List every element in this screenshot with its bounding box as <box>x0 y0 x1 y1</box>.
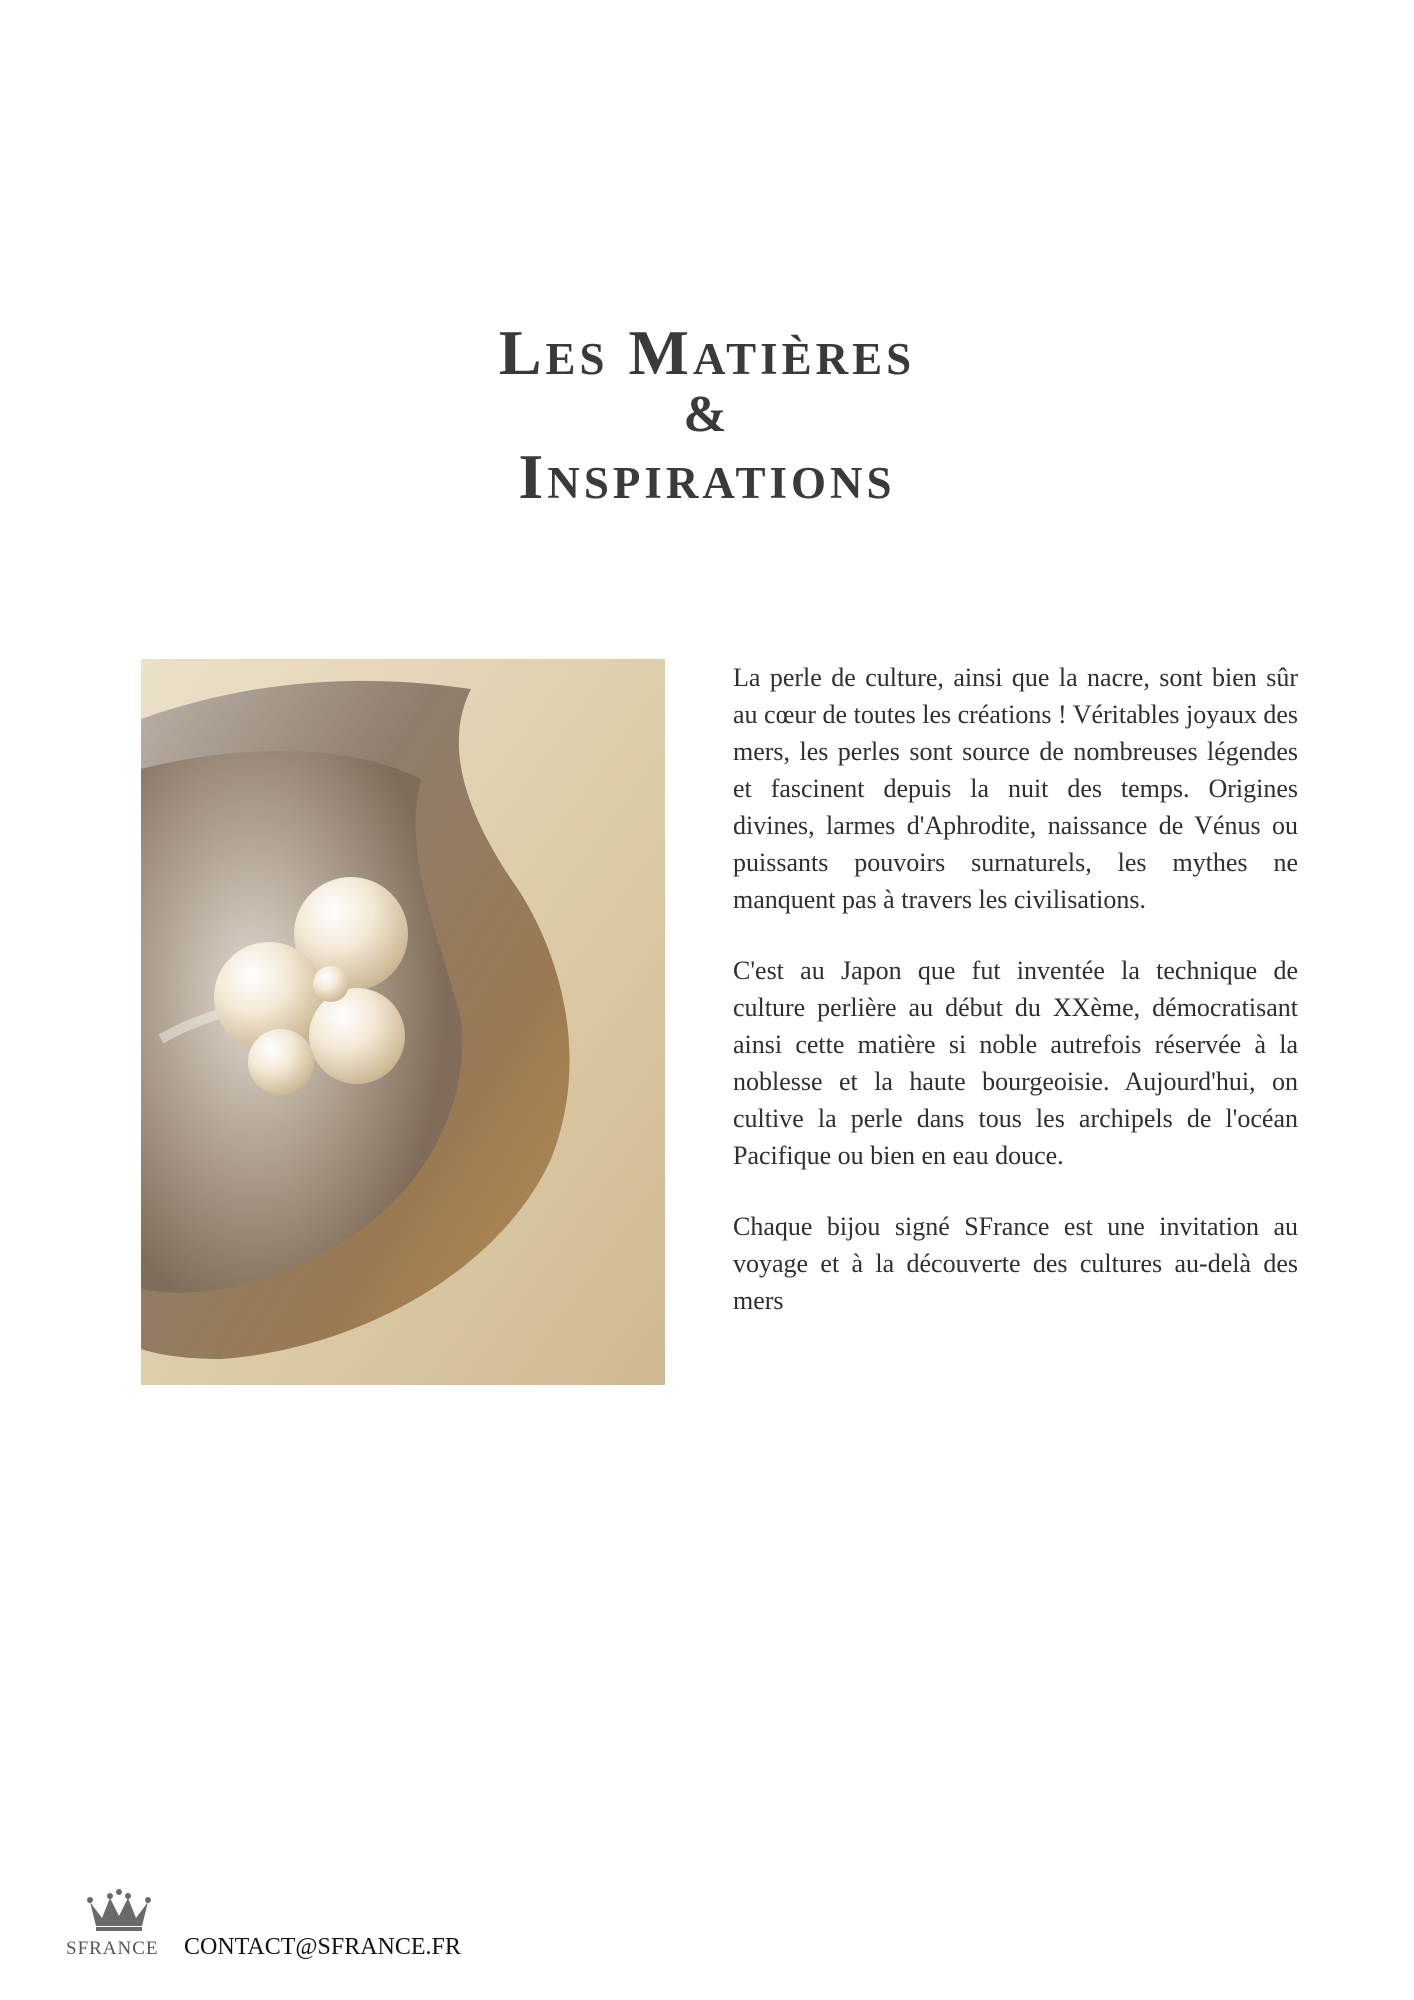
contact-email: CONTACT@SFRANCE.FR <box>184 1934 461 1960</box>
title-line-1: Les Matières <box>498 317 916 388</box>
paragraph-2: C'est au Japon que fut inventée la technique de culture perlière au début du XXème, démocratisant ainsi cette matière si noble autrefois réservée à la noblesse et la haute bourgeoisie. Aujourd'hui, on cultive la perle dans tous les archipels de l'océan Pacifique ou bien en eau douce. <box>733 956 1298 1170</box>
title-ampersand: & <box>683 386 731 443</box>
footer <box>66 1888 666 1978</box>
crown-icon <box>86 1888 152 1932</box>
title-line-2: Inspirations <box>518 441 896 512</box>
body-text <box>733 659 1298 1353</box>
pearl-shell-photo <box>141 659 665 1385</box>
paragraph-3: Chaque bijou signé SFrance est une invitation au voyage et à la découverte des cultures au-delà des mers <box>733 1212 1298 1315</box>
brand-name: SFRANCE <box>66 1938 159 1959</box>
page-title <box>0 317 1414 512</box>
paragraph-1: La perle de culture, ainsi que la nacre, sont bien sûr au cœur de toutes les créations ! Véritables joyaux des mers, les perles sont source de nombreuses légendes et fascinent depuis la nuit des temps. Origines divines, larmes d'Aphrodite, naissance de Vénus ou puissants pouvoirs surnaturels, les mythes ne manquent pas à travers les civilisations. <box>733 663 1298 914</box>
